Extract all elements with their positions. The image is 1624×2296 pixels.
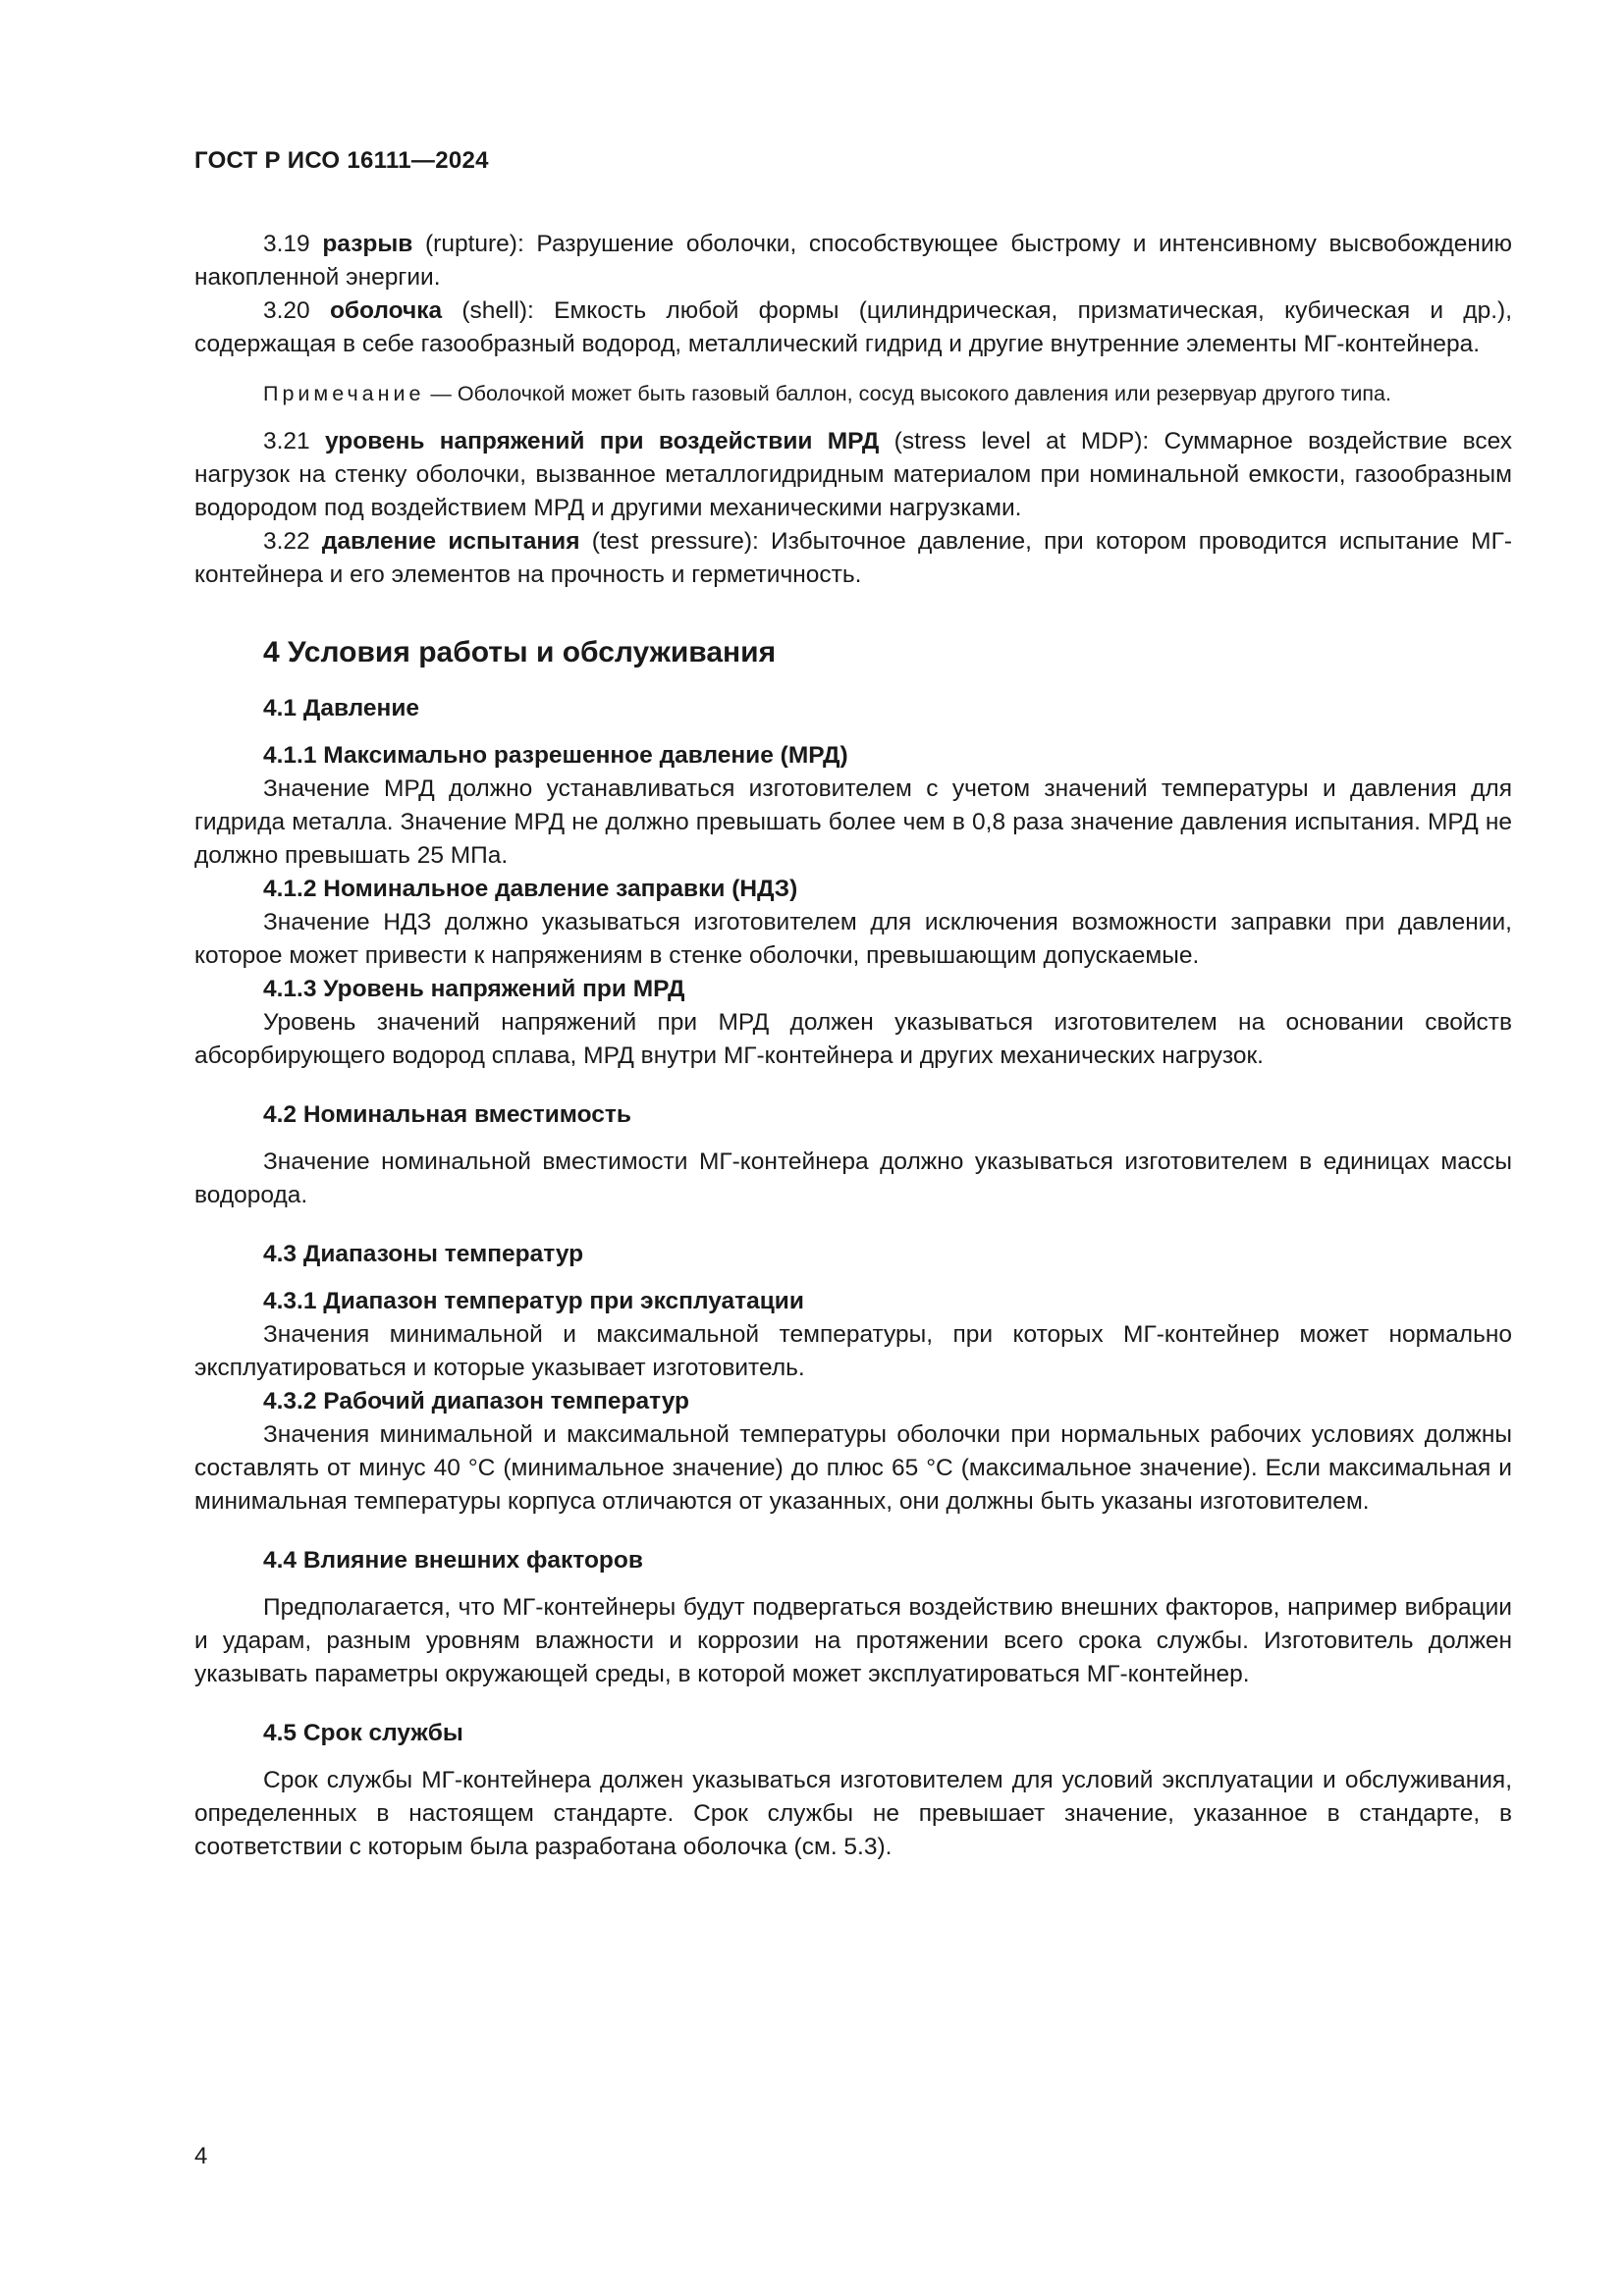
section-4-2-title: 4.2 Номинальная вместимость [263,1101,631,1128]
section-4-1-1-text: Значение МРД должно устанавливаться изготовителем с учетом значений температуры и давления для гидрида металла. Значение МРД не должно превышать более чем в 0,8 раза значение давления испытания. МРД не должно превышать 25 МПа. [194,775,1512,869]
section-4-1-2-text: Значение НДЗ должно указываться изготовителем для исключения возможности заправки при давлении, которое может привести к напряжениям в стенке оболочки, превышающим допускаемые. [194,909,1512,969]
document-header: ГОСТ Р ИСО 16111—2024 [194,147,489,174]
section-4-3-1-text: Значения минимальной и максимальной температуры, при которых МГ-контейнер может нормально эксплуатироваться и которые указывает изготовитель. [194,1321,1512,1381]
term-name: разрыв [322,231,413,257]
section-4-3-2-text: Значения минимальной и максимальной температуры оболочки при нормальных рабочих условиях должны составлять от минус 40 °С (минимальное значение) до плюс 65 °С (максимальное значение). Если максимальная и минимальная температуры корпуса отличаются от указанных, они должны быть указаны изготовителем. [194,1421,1512,1515]
section-4-1-title: 4.1 Давление [263,695,420,721]
page-content [194,228,1512,1864]
term-number: 3.22 [263,528,322,555]
term-number: 3.19 [263,231,323,257]
section-4-1-3-title: 4.1.3 Уровень напряжений при МРД [263,976,685,1002]
section-4-2-text: Значение номинальной вместимости МГ-контейнера должно указываться изготовителем в единицах массы водорода. [194,1148,1512,1208]
section-4-4-text: Предполагается, что МГ-контейнеры будут подвергаться воздействию внешних факторов, например вибрации и ударам, разным уровням влажности и коррозии на протяжении всего срока службы. Изготовитель должен указывать параметры окружающей среды, в которой может эксплуатироваться МГ-контейнер. [194,1594,1512,1687]
note [194,379,1512,409]
term-3-21 [194,425,1512,525]
term-number: 3.21 [263,428,325,454]
section-4-5-text: Срок службы МГ-контейнера должен указываться изготовителем для условий эксплуатации и обслуживания, определенных в настоящем стандарте. Срок службы не превышает значение, указанное в стандарте, в соответствии с которым была разработана оболочка (см. 5.3). [194,1767,1512,1860]
section-4-1-2-title: 4.1.2 Номинальное давление заправки (НДЗ) [263,876,798,902]
note-label: Примечание [263,382,425,405]
section-4-5-title: 4.5 Срок службы [263,1720,463,1746]
term-name: давление испытания [321,528,580,555]
term-3-22 [194,525,1512,592]
page-number: 4 [194,2143,208,2169]
section-4-3-2-title: 4.3.2 Рабочий диапазон температур [263,1388,690,1415]
term-name: оболочка [329,297,443,324]
term-definition: (stress level at MDP): Суммарное воздействие всех нагрузок на стенку оболочки, вызванное металлогидридным материалом при номинальной емкости, газообразным водородом под воздействием МРД и другими механическими нагрузками. [194,428,1512,521]
section-4-4-title: 4.4 Влияние внешних факторов [263,1547,643,1574]
section-4-3-1-title: 4.3.1 Диапазон температур при эксплуатации [263,1288,804,1314]
term-3-19 [194,228,1512,294]
section-4-3-title: 4.3 Диапазоны температур [263,1241,584,1267]
section-4-1-3-text: Уровень значений напряжений при МРД должен указываться изготовителем на основании свойств абсорбирующего водород сплава, МРД внутри МГ-контейнера и других механических нагрузок. [194,1009,1512,1069]
term-definition: (shell): Емкость любой формы (цилиндрическая, призматическая, кубическая и др.), содержащая в себе газообразный водород, металлический гидрид и другие внутренние элементы МГ-контейнера. [194,297,1512,357]
note-text: — Оболочкой может быть газовый баллон, сосуд высокого давления или резервуар другого типа. [424,382,1391,405]
term-definition: (rupture): Разрушение оболочки, способствующее быстрому и интенсивному высвобождению накопленной энергии. [194,231,1512,291]
term-definition: (test pressure): Избыточное давление, при котором проводится испытание МГ-контейнера и его элементов на прочность и герметичность. [194,528,1512,588]
section-4-1-1-title: 4.1.1 Максимально разрешенное давление (МРД) [263,742,848,769]
term-3-20 [194,294,1512,361]
term-name: уровень напряжений при воздействии МРД [324,428,880,454]
section-4-title: 4 Условия работы и обслуживания [263,636,777,668]
term-number: 3.20 [263,297,330,324]
